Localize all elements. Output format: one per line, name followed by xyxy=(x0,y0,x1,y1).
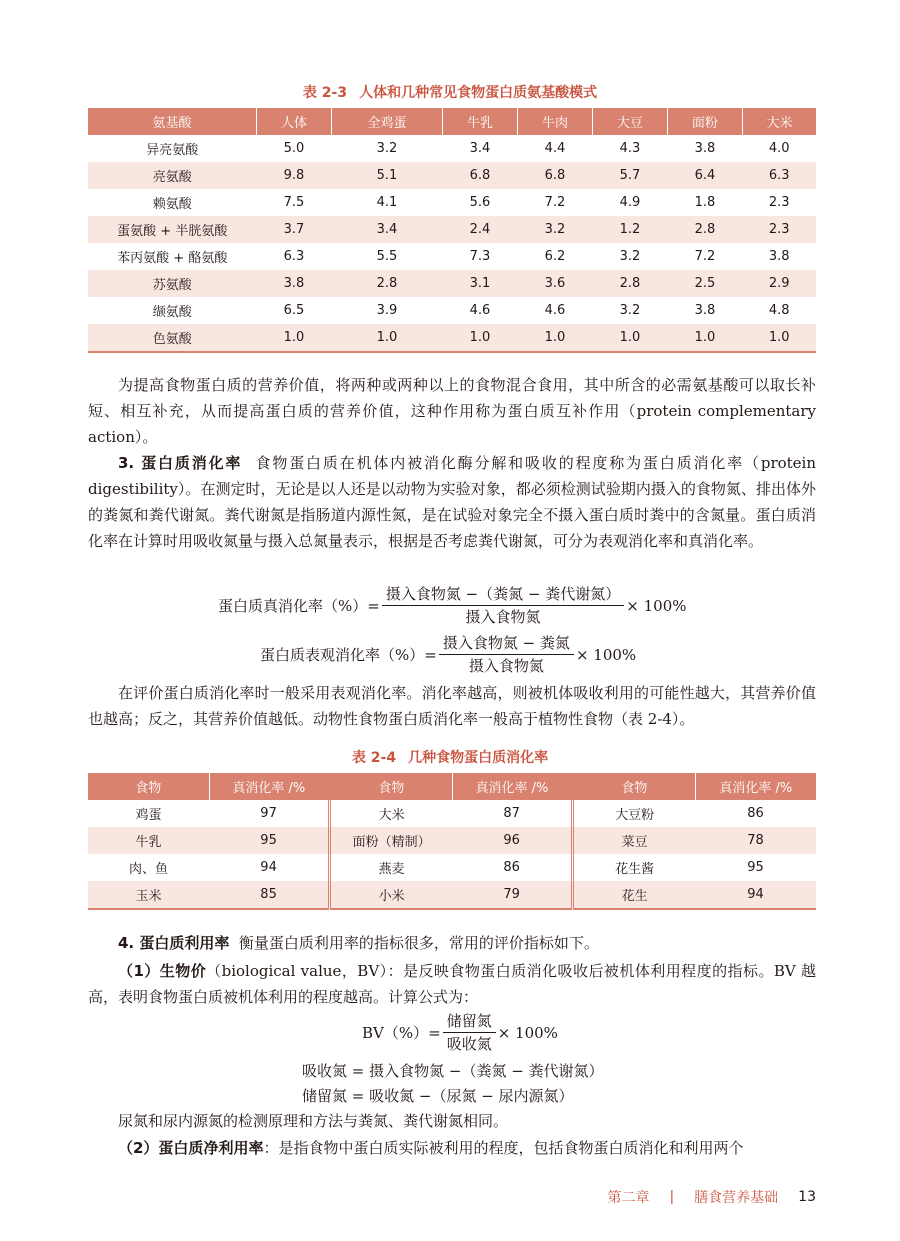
header-cell: 真消化率 /% xyxy=(209,773,329,800)
npu-paragraph xyxy=(88,1135,816,1161)
table-cell: 1.0 xyxy=(257,324,332,352)
paragraph-complementary: 为提高食物蛋白质的营养价值，将两种或两种以上的食物混合食用，其中所含的必需氨基酸可以取长补短、相互补充，从而提高蛋白质的营养价值，这种作用称为蛋白质互补作用（protein complementary action）。 xyxy=(88,376,816,446)
table-cell: 6.3 xyxy=(742,162,816,189)
table-cell: 缬氨酸 xyxy=(152,305,192,320)
formula-numerator: 摄入食物氮 −（粪氮 − 粪代谢氮） xyxy=(382,583,624,606)
header-cell: 真消化率 /% xyxy=(695,773,816,800)
table-cell: 6.2 xyxy=(544,249,566,264)
table-cell: 亮氨酸 xyxy=(88,162,257,189)
biological-value-heading: （1）生物价 xyxy=(118,962,207,980)
table-2-3-caption xyxy=(0,82,900,102)
table-cell: 2.8 xyxy=(667,216,742,243)
table-cell: 1.0 xyxy=(742,324,816,352)
table-cell: 苯丙氨酸 + 酪氨酸 xyxy=(117,251,228,266)
header-cell: 食物 xyxy=(330,773,453,800)
header-cell: 真消化率 /% xyxy=(452,773,572,800)
table-cell: 3.9 xyxy=(376,303,398,318)
footer-separator: | xyxy=(669,1189,675,1205)
table-cell: 4.3 xyxy=(619,141,641,156)
table-row xyxy=(88,854,816,881)
table-cell: 86 xyxy=(503,860,520,875)
table-cell: 5.5 xyxy=(376,249,398,264)
header-cell: 全鸡蛋 xyxy=(331,108,442,135)
page-footer xyxy=(607,1187,816,1207)
table-cell: 97 xyxy=(260,806,277,821)
header-cell: 牛乳 xyxy=(443,108,518,135)
header-cell: 牛肉 xyxy=(517,108,592,135)
table-cell: 异亮氨酸 xyxy=(146,143,199,158)
npu-text: ：是指食物中蛋白质实际被利用的程度，包括食物蛋白质消化和利用两个 xyxy=(263,1139,744,1157)
table-cell: 3.2 xyxy=(517,216,592,243)
table-cell: 2.8 xyxy=(592,270,667,297)
table-cell: 1.0 xyxy=(443,324,518,352)
table-cell: 3.6 xyxy=(517,270,592,297)
section-4-heading: 4. 蛋白质利用率 xyxy=(118,934,230,952)
table-cell: 3.8 xyxy=(257,270,332,297)
section-4-paragraph xyxy=(88,930,816,956)
table-cell: 2.9 xyxy=(742,270,816,297)
formula-lhs: 蛋白质表观消化率（%）= xyxy=(260,646,437,664)
footer-title: 膳食营养基础 xyxy=(694,1190,779,1206)
table-2-4-caption xyxy=(0,747,900,767)
section-3-paragraph xyxy=(88,450,816,554)
table-cell: 7.3 xyxy=(469,249,491,264)
retained-nitrogen-equation: 储留氮 = 吸收氮 −（尿氮 − 尿内源氮） xyxy=(302,1087,574,1105)
table-row xyxy=(88,297,816,324)
table-cell: 1.0 xyxy=(331,324,442,352)
header-cell: 食物 xyxy=(88,773,209,800)
formula-numerator: 储留氮 xyxy=(443,1010,496,1033)
formula-suffix: × 100% xyxy=(575,645,637,664)
table-cell: 7.5 xyxy=(283,195,305,210)
section-4-text: 衡量蛋白质利用率的指标很多，常用的评价指标如下。 xyxy=(238,934,599,952)
amino-acid-pattern-table xyxy=(88,108,816,353)
table-header-row xyxy=(88,108,816,135)
table-cell: 7.2 xyxy=(544,195,566,210)
table-row xyxy=(88,827,816,854)
header-cell: 食物 xyxy=(573,773,695,800)
npu-heading: （2）蛋白质净利用率 xyxy=(118,1139,264,1157)
table-cell: 94 xyxy=(260,860,277,875)
table-row xyxy=(88,800,816,827)
table-row xyxy=(88,324,816,352)
formula-numerator: 摄入食物氮 − 粪氮 xyxy=(439,632,574,655)
table-cell: 95 xyxy=(209,827,329,854)
formula-denominator: 吸收氮 xyxy=(446,1035,492,1053)
page-number: 13 xyxy=(798,1189,816,1205)
table-cell: 6.3 xyxy=(283,249,305,264)
bv-formula xyxy=(362,1010,558,1055)
section-3-heading: 3. 蛋白质消化率 xyxy=(118,454,243,472)
table-cell: 5.0 xyxy=(283,141,305,156)
table-cell: 86 xyxy=(747,806,764,821)
formula-lhs: BV（%）= xyxy=(362,1024,441,1042)
formula-fraction xyxy=(382,583,624,628)
table-cell: 7.2 xyxy=(694,249,716,264)
table-cell: 4.6 xyxy=(469,303,491,318)
table-cell: 4.9 xyxy=(619,195,641,210)
table-cell: 6.5 xyxy=(283,303,305,318)
formula-fraction xyxy=(443,1010,496,1055)
formula-denominator: 摄入食物氮 xyxy=(465,608,541,626)
biological-value-paragraph xyxy=(88,958,816,1010)
table-cell: 大米 xyxy=(330,800,453,827)
table-cell: 蛋氨酸 + 半胱氨酸 xyxy=(88,216,257,243)
table-cell: 9.8 xyxy=(257,162,332,189)
table-cell: 78 xyxy=(695,827,816,854)
table-cell: 4.8 xyxy=(768,303,790,318)
table-cell: 1.8 xyxy=(694,195,716,210)
table-cell: 4.0 xyxy=(768,141,790,156)
table-cell: 3.7 xyxy=(257,216,332,243)
table-cell: 94 xyxy=(695,881,816,909)
table-cell: 3.8 xyxy=(694,303,716,318)
formula-fraction xyxy=(439,632,574,677)
table-cell: 2.8 xyxy=(331,270,442,297)
table-cell: 花生 xyxy=(573,881,695,909)
table-cell: 3.2 xyxy=(619,249,641,264)
header-cell: 大米 xyxy=(742,108,816,135)
table-cell: 5.7 xyxy=(592,162,667,189)
table-cell: 5.1 xyxy=(331,162,442,189)
paragraph-digestibility-evaluation: 在评价蛋白质消化率时一般采用表观消化率。消化率越高，则被机体吸收利用的可能性越大，其营养价值也越高；反之，其营养价值越低。动物性食物蛋白质消化率一般高于植物性食物（表 2-4）。 xyxy=(88,684,816,728)
table-cell: 96 xyxy=(452,827,572,854)
header-cell: 人体 xyxy=(257,108,332,135)
table-row xyxy=(88,135,816,162)
table-row xyxy=(88,189,816,216)
formula-lhs: 蛋白质真消化率（%）= xyxy=(218,597,380,615)
table-cell: 95 xyxy=(747,860,764,875)
table-cell: 87 xyxy=(503,806,520,821)
table-cell: 玉米 xyxy=(88,881,209,909)
formula-suffix: × 100% xyxy=(497,1023,558,1042)
table-cell: 4.4 xyxy=(544,141,566,156)
table-cell: 79 xyxy=(452,881,572,909)
caption-number: 表 2-4 xyxy=(351,750,397,766)
table-cell: 3.8 xyxy=(694,141,716,156)
table-cell: 1.2 xyxy=(592,216,667,243)
footer-chapter: 第二章 xyxy=(607,1190,650,1206)
table-header-row xyxy=(88,773,816,800)
table-cell: 6.4 xyxy=(667,162,742,189)
table-cell: 85 xyxy=(209,881,329,909)
table-row xyxy=(88,243,816,270)
table-cell: 5.6 xyxy=(469,195,491,210)
table-cell: 燕麦 xyxy=(330,854,453,881)
paragraph-urine-nitrogen: 尿氮和尿内源氮的检测原理和方法与粪氮、粪代谢氮相同。 xyxy=(118,1112,509,1130)
section-3-text: 食物蛋白质在机体内被消化酶分解和吸收的程度称为蛋白质消化率（protein digestibility）。在测定时，无论是以人还是以动物为实验对象，都必须检测试验期内摄入的食物氮、排出体外的粪氮和粪代谢氮。粪代谢氮是指肠道内源性氮，是在试验对象完全不摄入蛋白质时粪中的含氮量。蛋白质消化率在计算时用吸收氮量与摄入总氮量表示，根据是否考虑粪代谢氮，可分为表观消化率和真消化率。 xyxy=(88,454,817,550)
table-cell: 苏氨酸 xyxy=(88,270,257,297)
formula-denominator: 摄入食物氮 xyxy=(468,657,544,675)
table-cell: 3.8 xyxy=(768,249,790,264)
table-cell: 3.1 xyxy=(443,270,518,297)
table-cell: 3.4 xyxy=(469,141,491,156)
biological-value-text: （biological value，BV）：是反映食物蛋白质消化吸收后被机体利用程度的指标。BV 越高，表明食物蛋白质被机体利用的程度越高。计算公式为： xyxy=(88,962,816,1006)
table-cell: 大豆粉 xyxy=(573,800,695,827)
header-cell: 面粉 xyxy=(667,108,742,135)
header-cell: 大豆 xyxy=(592,108,667,135)
table-row xyxy=(88,216,816,243)
table-cell: 菜豆 xyxy=(573,827,695,854)
table-cell: 小米 xyxy=(330,881,453,909)
table-cell: 2.4 xyxy=(443,216,518,243)
table-cell: 面粉（精制） xyxy=(330,827,453,854)
table-cell: 4.1 xyxy=(376,195,398,210)
true-digestibility-formula xyxy=(218,583,687,628)
table-cell: 6.8 xyxy=(517,162,592,189)
table-cell: 4.6 xyxy=(544,303,566,318)
table-cell: 鸡蛋 xyxy=(135,808,162,823)
table-row xyxy=(88,881,816,909)
caption-number: 表 2-3 xyxy=(302,85,348,101)
table-cell: 色氨酸 xyxy=(88,324,257,352)
header-cell: 氨基酸 xyxy=(88,108,257,135)
table-cell: 牛乳 xyxy=(88,827,209,854)
table-cell: 2.3 xyxy=(768,195,790,210)
table-cell: 2.5 xyxy=(667,270,742,297)
table-cell: 3.4 xyxy=(331,216,442,243)
table-cell: 2.3 xyxy=(742,216,816,243)
table-cell: 3.2 xyxy=(619,303,641,318)
table-row xyxy=(88,270,816,297)
table-row xyxy=(88,162,816,189)
protein-digestibility-table xyxy=(88,773,816,910)
formula-suffix: × 100% xyxy=(626,596,687,615)
table-cell: 1.0 xyxy=(667,324,742,352)
caption-title: 人体和几种常见食物蛋白质氨基酸模式 xyxy=(359,85,598,101)
table-cell: 1.0 xyxy=(592,324,667,352)
table-cell: 花生酱 xyxy=(573,854,695,881)
table-cell: 肉、鱼 xyxy=(129,862,169,877)
table-cell: 赖氨酸 xyxy=(152,197,192,212)
table-cell: 6.8 xyxy=(443,162,518,189)
caption-title: 几种食物蛋白质消化率 xyxy=(408,750,549,766)
table-cell: 1.0 xyxy=(517,324,592,352)
table-cell: 3.2 xyxy=(376,141,398,156)
apparent-digestibility-formula xyxy=(260,632,636,677)
absorbed-nitrogen-equation: 吸收氮 = 摄入食物氮 −（粪氮 − 粪代谢氮） xyxy=(302,1062,604,1080)
